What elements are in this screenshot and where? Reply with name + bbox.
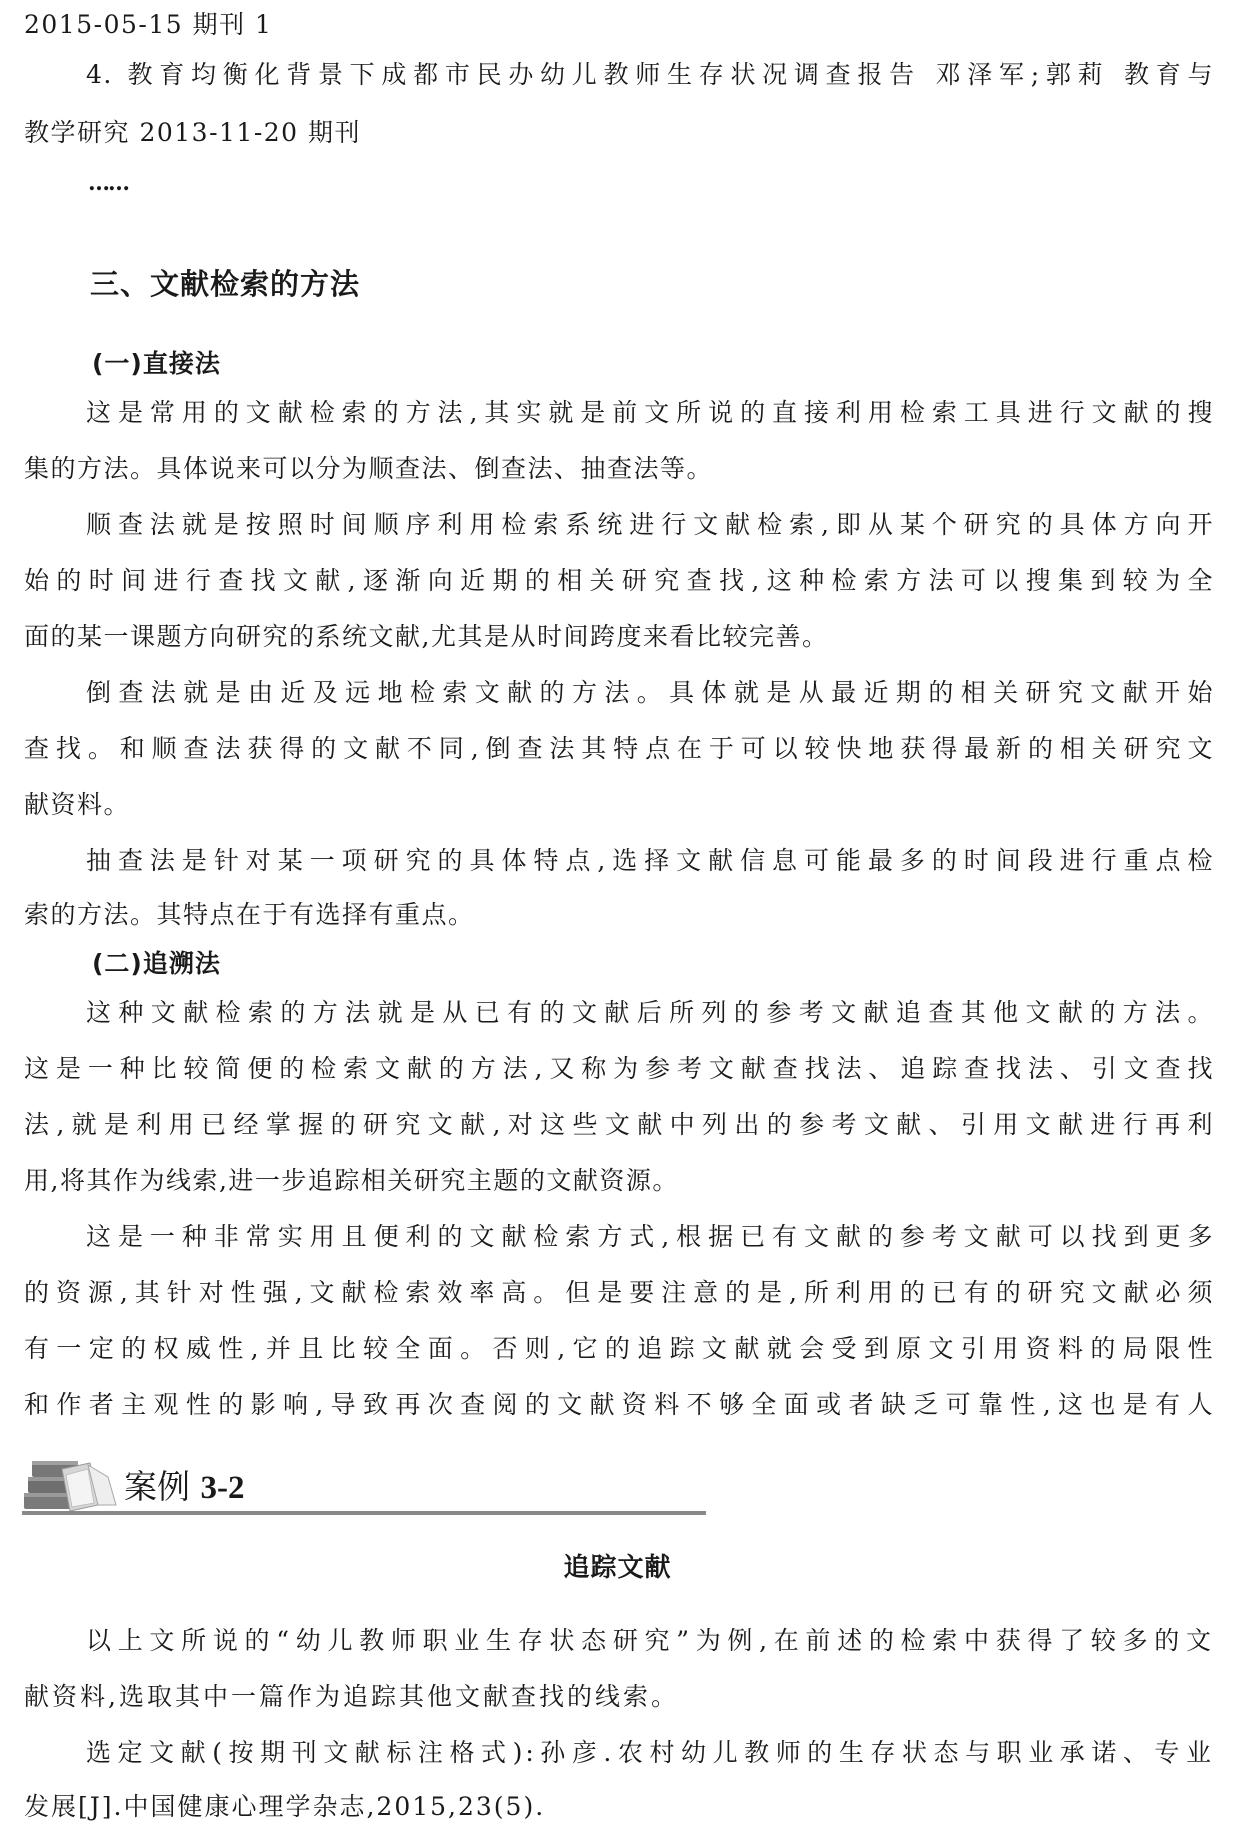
- paragraph-line: 顺查法就是按照时间顺序利用检索系统进行文献检索,即从某个研究的具体方向开: [86, 510, 1214, 539]
- case-label-number: 3-2: [200, 1470, 245, 1506]
- paragraph-line: 这是一种比较简便的检索文献的方法,又称为参考文献查找法、追踪查找法、引文查找: [24, 1054, 1214, 1083]
- paragraph-line: 这是常用的文献检索的方法,其实就是前文所说的直接利用检索工具进行文献的搜: [86, 398, 1214, 427]
- reference-item-4-line-2: 教学研究 2013-11-20 期刊: [24, 118, 362, 147]
- paragraph-line: 用,将其作为线索,进一步追踪相关研究主题的文献资源。: [24, 1166, 679, 1195]
- case-label-prefix: 案例: [124, 1467, 190, 1506]
- subsection-title-tracing-method: (二)追溯法: [92, 949, 221, 978]
- paragraph-line: 查找。和顺查法获得的文献不同,倒查法其特点在于可以较快地获得最新的相关研究文: [24, 734, 1214, 763]
- paragraph-line: 这种文献检索的方法就是从已有的文献后所列的参考文献追查其他文献的方法。: [86, 998, 1214, 1027]
- case-label: [124, 1461, 245, 1508]
- paragraph-line: 抽查法是针对某一项研究的具体特点,选择文献信息可能最多的时间段进行重点检: [86, 846, 1214, 875]
- case-paragraph-line: 发展[J].中国健康心理学杂志,2015,23(5).: [24, 1792, 546, 1821]
- paragraph-line: 法,就是利用已经掌握的研究文献,对这些文献中列出的参考文献、引用文献进行再利: [24, 1110, 1214, 1139]
- case-title: 追踪文献: [563, 1553, 672, 1583]
- books-icon: [22, 1455, 120, 1511]
- paragraph-line: 集的方法。具体说来可以分为顺查法、倒查法、抽查法等。: [24, 454, 714, 483]
- paragraph-line: 这是一种非常实用且便利的文献检索方式,根据已有文献的参考文献可以找到更多: [86, 1222, 1214, 1251]
- paragraph-line: 的资源,其针对性强,文献检索效率高。但是要注意的是,所利用的已有的研究文献必须: [24, 1278, 1214, 1307]
- case-rule-divider: [22, 1511, 706, 1515]
- paragraph-line: 始的时间进行查找文献,逐渐向近期的相关研究查找,这种检索方法可以搜集到较为全: [24, 566, 1214, 595]
- case-paragraph-line: 献资料,选取其中一篇作为追踪其他文献查找的线索。: [24, 1682, 679, 1711]
- paragraph-line: 有一定的权威性,并且比较全面。否则,它的追踪文献就会受到原文引用资料的局限性: [24, 1334, 1214, 1363]
- case-header: [22, 1455, 702, 1517]
- case-paragraph-line: 选定文献(按期刊文献标注格式):孙彦.农村幼儿教师的生存状态与职业承诺、专业: [86, 1738, 1214, 1767]
- subsection-title-direct-method: (一)直接法: [92, 349, 221, 378]
- paragraph-line: 面的某一课题方向研究的系统文献,尤其是从时间跨度来看比较完善。: [24, 622, 829, 651]
- reference-tail: 2015-05-15 期刊 1: [24, 10, 273, 39]
- case-paragraph-line: 以上文所说的“幼儿教师职业生存状态研究”为例,在前述的检索中获得了较多的文: [86, 1626, 1214, 1655]
- paragraph-line: 和作者主观性的影响,导致再次查阅的文献资料不够全面或者缺乏可靠性,这也是有人: [24, 1390, 1214, 1419]
- paragraph-line: 倒查法就是由近及远地检索文献的方法。具体就是从最近期的相关研究文献开始: [86, 678, 1214, 707]
- paragraph-line: 献资料。: [24, 790, 131, 819]
- section-title: 三、文献检索的方法: [90, 267, 361, 301]
- paragraph-line: 索的方法。其特点在于有选择有重点。: [24, 900, 475, 929]
- reference-item-4-line-1: 4. 教育均衡化背景下成都市民办幼儿教师生存状况调查报告 邓泽军;郭莉 教育与: [86, 60, 1214, 89]
- ellipsis: ……: [88, 170, 128, 196]
